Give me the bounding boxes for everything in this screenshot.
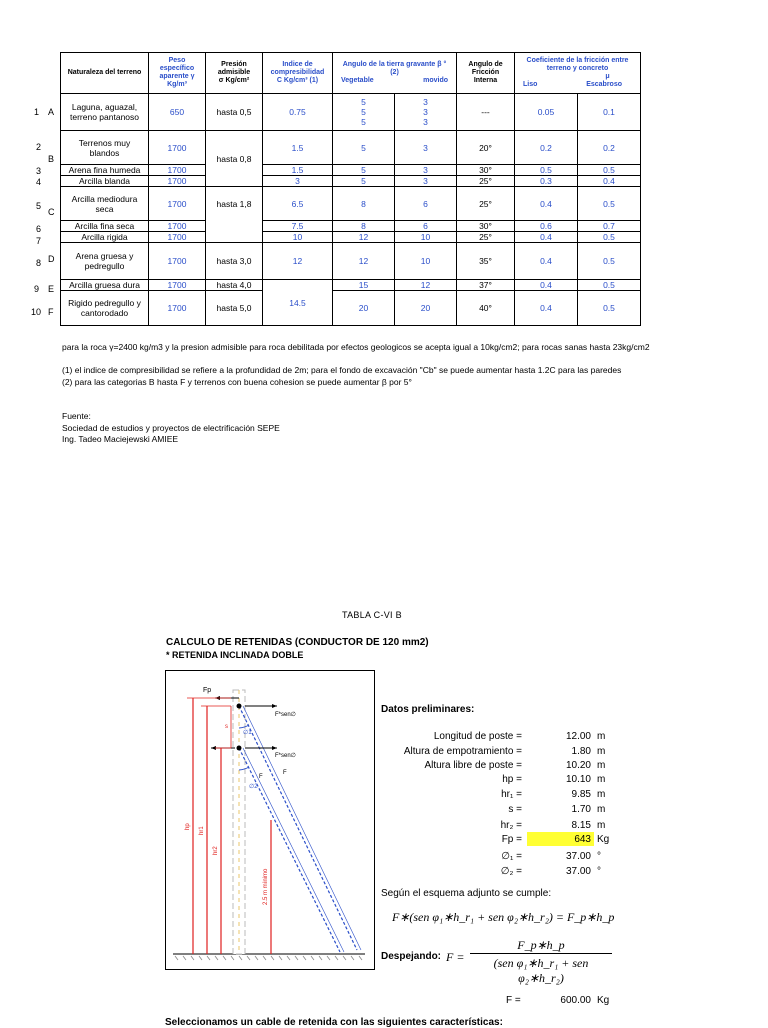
data-value: 643 xyxy=(574,834,591,845)
data-unit: m xyxy=(597,820,606,831)
equation-2-denominator: (sen φ₁∗h_r₁ + sen φ₂∗h_r₂) xyxy=(493,956,589,985)
data-value: 12.00 xyxy=(565,731,591,742)
table-row: Arcilla fina seca 1700 7.5 8 6 30° 0.6 0.7 xyxy=(61,221,641,232)
label-cable-min: 2.5 m mínimo xyxy=(263,868,269,905)
despejando-label: Despejando: xyxy=(381,951,442,962)
f-unit: Kg xyxy=(597,995,610,1006)
row-num: 10 xyxy=(31,307,42,317)
data-unit: m xyxy=(597,746,606,757)
data-unit: m xyxy=(597,804,606,815)
row-group: D xyxy=(48,254,55,264)
label-hr1: hr1 xyxy=(199,826,205,835)
table-row: Arcilla blanda 1700 3 5 3 25° 0.3 0.4 xyxy=(61,176,641,187)
row-group: A xyxy=(48,107,55,117)
label-fsen1: F*sen∅ xyxy=(275,712,296,718)
row-group: E xyxy=(48,284,55,294)
prelim-title: Datos preliminares: xyxy=(381,704,475,715)
data-value: 9.85 xyxy=(571,789,591,800)
data-label: ∅₁ = xyxy=(501,851,522,862)
data-unit: ° xyxy=(597,866,601,877)
label-fp: Fp xyxy=(203,687,212,694)
note-1: (1) el indice de compresibilidad se refiere a la profundidad de 2m; para el fondo de excavación "Cb" se puede aumentar hasta 1.2C para las paredes xyxy=(62,365,622,375)
table-row: Arcilla gruesa dura 1700 hasta 4,0 14.5 15 12 37° 0.4 0.5 xyxy=(61,280,641,291)
data-label: Altura de empotramiento = xyxy=(403,746,522,757)
seleccion-text: Seleccionamos un cable de retenida con las siguientes características: xyxy=(165,1017,503,1028)
table-row: Rigido pedregullo y cantorodado 1700 hasta 5,0 20 20 40° 0.4 0.5 xyxy=(61,291,641,326)
header-coeficiente: Coeficiente de la fricción entre terreno y concreto μ Liso Escabroso xyxy=(515,53,641,94)
table-row: Arcilla rigida 1700 10 12 10 25° 0.4 0.5 xyxy=(61,232,641,243)
fuente-label: Fuente: xyxy=(62,411,91,421)
fraction-bar xyxy=(470,953,612,954)
header-angulo-tierra: Angulo de la tierra gravante β ° (2) Vegetable movido xyxy=(333,53,457,94)
equation-2-lhs: F = xyxy=(446,950,465,964)
equation-1: F∗(sen φ₁∗h_r₁ + sen φ₂∗h_r₂) = F_p∗h_p xyxy=(392,910,615,924)
data-label: s = xyxy=(508,804,522,815)
label-f1: F xyxy=(259,774,263,780)
label-phi2: ∅2 xyxy=(249,784,258,790)
label-fsen2: F*sen∅ xyxy=(275,753,296,759)
data-label: Longitud de poste = xyxy=(433,731,522,742)
label-hr2: hr2 xyxy=(213,846,219,855)
label-phi1: ∅1 xyxy=(243,730,252,736)
row-group: F xyxy=(48,307,54,317)
table-row: Arena fina humeda 1700 1.5 5 3 30° 0.5 0.5 xyxy=(61,165,641,176)
data-label: Altura libre de poste = xyxy=(424,760,522,771)
note-roca: para la roca γ=2400 kg/m3 y la presion admisible para roca debilitada por efectos geologicos se acepta igual a 10kg/cm2; para rocas sanas hasta 23kg/cm2 xyxy=(62,342,650,352)
fuente-line-1: Sociedad de estudios y proyectos de electrificación SEPE xyxy=(62,423,280,433)
row-num: 1 xyxy=(34,107,40,117)
data-value: 37.00 xyxy=(565,851,591,862)
fuente-line-2: Ing. Tadeo Maciejewski AMIEE xyxy=(62,434,179,444)
data-unit: m xyxy=(597,760,606,771)
table-row: Arcilla mediodura seca 1700 hasta 1,8 6.5 8 6 25° 0.4 0.5 xyxy=(61,187,641,221)
row-num: 8 xyxy=(36,258,42,268)
row-num: 6 xyxy=(36,224,42,234)
data-label: ∅₂ = xyxy=(500,866,522,877)
row-num: 4 xyxy=(36,177,42,187)
data-value: 8.15 xyxy=(571,820,591,831)
data-value: 1.80 xyxy=(571,746,591,757)
table-row: Arena gruesa y pedregullo 1700 hasta 3,0 12 12 10 35° 0.4 0.5 xyxy=(61,243,641,280)
soil-table xyxy=(60,52,641,326)
header-presion: Presión admisible σ Kg/cm² xyxy=(206,53,263,94)
table-c-vi-b-title: TABLA C-VI B xyxy=(342,610,402,620)
data-value: 10.20 xyxy=(565,760,591,771)
data-unit: m xyxy=(597,731,606,742)
calc-subtitle: * RETENIDA INCLINADA DOBLE xyxy=(166,650,304,660)
data-label: hr₁ = xyxy=(501,789,522,800)
data-unit: Kg xyxy=(597,834,610,845)
row-group: B xyxy=(48,154,55,164)
data-label: hp = xyxy=(502,774,522,785)
data-label: hr₂ = xyxy=(500,820,522,831)
label-hp: hp xyxy=(185,823,191,830)
data-unit: m xyxy=(597,774,606,785)
f-label: F = xyxy=(506,995,521,1006)
row-num: 2 xyxy=(36,142,42,152)
data-value: 1.70 xyxy=(571,804,591,815)
f-value: 600.00 xyxy=(560,995,591,1006)
header-terreno: Naturaleza del terreno xyxy=(61,53,149,94)
data-value: 37.00 xyxy=(565,866,591,877)
data-label: Fp = xyxy=(501,834,522,845)
row-num: 7 xyxy=(36,236,42,246)
data-unit: m xyxy=(597,789,606,800)
segun-text: Según el esquema adjunto se cumple: xyxy=(381,888,552,899)
data-unit: ° xyxy=(597,851,601,862)
table-row: Laguna, aguazal, terreno pantanoso 650 hasta 0,5 0.75 5 5 5 3 3 3 --- 0.05 0.1 xyxy=(61,94,641,131)
row-num: 3 xyxy=(36,166,42,176)
label-s: s xyxy=(225,724,228,730)
row-group: C xyxy=(48,207,55,217)
table-row: Terrenos muy blandos 1700 hasta 0,8 1.5 5 3 20° 0.2 0.2 xyxy=(61,131,641,165)
label-f2: F xyxy=(283,770,287,776)
data-value: 10.10 xyxy=(565,774,591,785)
equation-2-numerator: F_p∗h_p xyxy=(517,938,565,952)
header-angulo-friccion: Angulo de Fricción Interna xyxy=(457,53,515,94)
row-num: 9 xyxy=(34,284,40,294)
note-2: (2) para las categorias B hasta F y terrenos con buena cohesion se puede aumentar β por 5° xyxy=(62,377,412,387)
header-indice: Indice de compresibilidad C Kg/cm³ (1) xyxy=(263,53,333,94)
row-num: 5 xyxy=(36,201,42,211)
retenida-diagram xyxy=(165,670,375,970)
calc-title: CALCULO DE RETENIDAS (CONDUCTOR DE 120 mm2) xyxy=(166,637,429,648)
header-peso: Peso específico aparente γ Kg/m³ xyxy=(149,53,206,94)
